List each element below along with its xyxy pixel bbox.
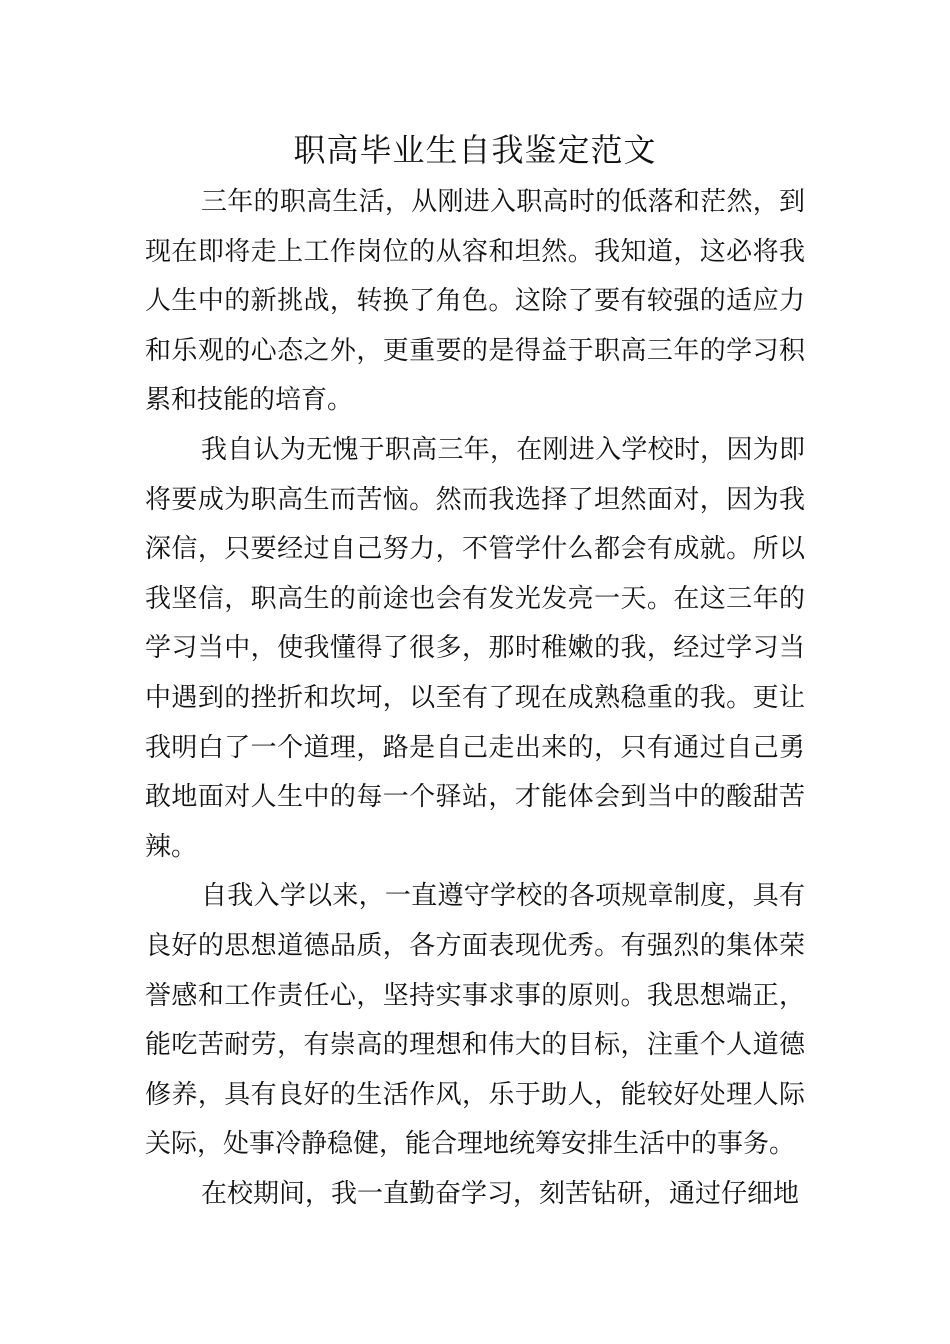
document-body <box>145 178 805 1219</box>
paragraph-4: 在校期间，我一直勤奋学习，刻苦钻研，通过仔细地 <box>201 1178 800 1209</box>
paragraph-3: 自我入学以来，一直遵守学校的各项规章制度，具有良好的思想道德品质，各方面表现优秀。有强烈的集体荣誉感和工作责任心，坚持实事求事的原则。我思想端正，能吃苦耐劳，有崇高的理想和伟大的目标，注重个人道德修养，具有良好的生活作风，乐于助人，能较好处理人际关际，处事冷静稳健，能合理地统筹安排生活中的事务。 <box>145 881 805 1160</box>
paragraph-2: 我自认为无愧于职高三年，在刚进入学校时，因为即将要成为职高生而苦恼。然而我选择了坦然面对，因为我深信，只要经过自己努力，不管学什么都会有成就。所以我坚信，职高生的前途也会有发光发亮一天。在这三年的学习当中，使我懂得了很多，那时稚嫩的我，经过学习当中遇到的挫折和坎坷，以至有了现在成熟稳重的我。更让我明白了一个道理，路是自己走出来的，只有通过自己勇敢地面对人生中的每一个驿站，才能体会到当中的酸甜苦辣。 <box>145 434 805 862</box>
paragraph-1: 三年的职高生活，从刚进入职高时的低落和茫然，到现在即将走上工作岗位的从容和坦然。我知道，这必将我人生中的新挑战，转换了角色。这除了要有较强的适应力和乐观的心态之外，更重要的是得益于职高三年的学习积累和技能的培育。 <box>145 187 805 416</box>
document-title: 职高毕业生自我鉴定范文 <box>293 131 657 169</box>
